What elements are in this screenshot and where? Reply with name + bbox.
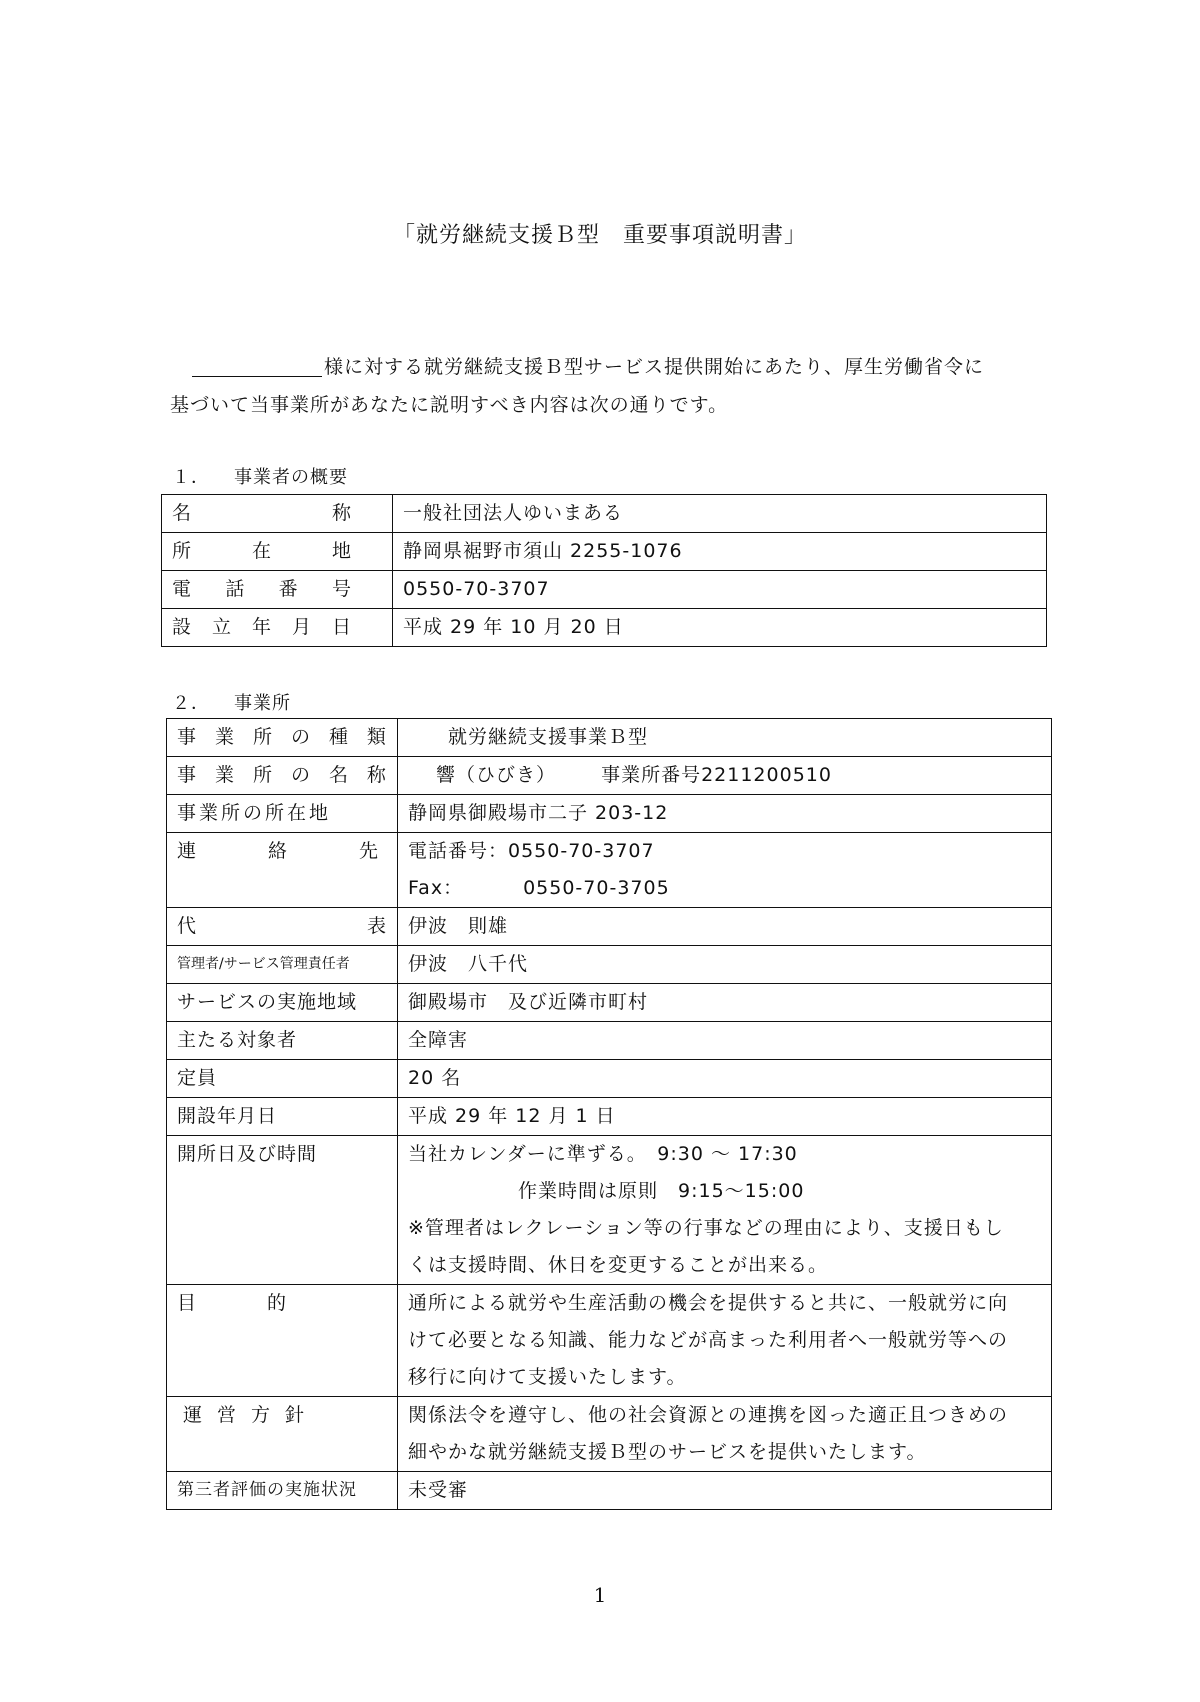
table-row [162,495,1047,533]
operator-address-value: 静岡県裾野市須山 2255-1076 [393,533,1047,571]
label-char: 方 [251,1404,272,1426]
row-label [162,571,393,609]
office-fax [408,870,1041,907]
page-number: 1 [593,1583,607,1607]
office-address-value: 静岡県御殿場市二子 203-12 [398,795,1052,833]
label-char: 事 [177,764,198,786]
label-char: 種 [328,726,349,748]
label-char: 月 [291,616,312,638]
label-char: 的 [267,1292,288,1314]
section-2-heading [172,689,291,715]
table-row [167,1285,1052,1397]
row-label: 主たる対象者 [167,1022,398,1060]
opening-date-value: 平成 29 年 12 月 1 日 [398,1098,1052,1136]
office-type-value [398,719,1052,757]
label-char: 年 [251,616,272,638]
label-char: 業 [214,726,235,748]
row-label [162,609,393,647]
label-char: の [290,726,311,748]
purpose-line: けて必要となる知識、能力などが高まった利用者へ一般就労等への [408,1329,1009,1351]
label-char: 先 [358,840,379,862]
section-1-title: 事業者の概要 [234,467,348,488]
hours-line: ※管理者はレクレーション等の行事などの理由により、支援日もし [408,1217,1004,1239]
purpose-line: 移行に向けて支援いたします。 [408,1366,687,1388]
row-label [162,495,393,533]
table-row [167,946,1052,984]
table-row [167,1060,1052,1098]
row-label: サービスの実施地域 [167,984,398,1022]
label-char: 所 [252,726,273,748]
section-1-heading [172,463,348,489]
operator-overview-table [161,494,1047,647]
fax-number: 0550-70-3705 [523,877,670,899]
label-char: 絡 [267,840,288,862]
label-char: 地 [331,540,352,562]
label-char: 名 [172,502,193,524]
work-hours-text: 作業時間は原則 9:15～15:00 [518,1180,805,1202]
row-label: 開設年月日 [167,1098,398,1136]
label-char: 称 [331,502,352,524]
table-row [167,719,1052,757]
representative-value: 伊波 則雄 [398,908,1052,946]
row-label: 事業所の所在地 [167,795,398,833]
label-char: 表 [366,915,387,937]
office-name-value [398,757,1052,795]
manager-value: 伊波 八千代 [398,946,1052,984]
purpose-value [398,1285,1052,1397]
office-name-text: 響（ひびき） [436,764,557,786]
row-label [167,719,398,757]
label-char: 針 [285,1404,306,1426]
label-char: 称 [366,764,387,786]
label-char: 話 [225,578,246,600]
table-row [167,1136,1052,1285]
row-label: 第三者評価の実施状況 [167,1472,398,1510]
table-row [167,833,1052,908]
label-char: 業 [214,764,235,786]
table-row [167,1022,1052,1060]
office-number-label: 事業所番号 [601,764,702,786]
evaluation-value: 未受審 [398,1472,1052,1510]
label-char: 代 [177,915,198,937]
operator-name-value: 一般社団法人ゆいまある [393,495,1047,533]
label-char: 号 [331,578,352,600]
table-row [167,795,1052,833]
policy-line: 細やかな就労継続支援Ｂ型のサービスを提供いたします。 [408,1441,927,1463]
policy-value [398,1397,1052,1472]
hours-line: 当社カレンダーに準ずる。 9:30 ～ 17:30 [408,1143,798,1165]
section-2-title: 事業所 [234,693,291,714]
row-label: 定員 [167,1060,398,1098]
opening-hours-value [398,1136,1052,1285]
table-row [162,609,1047,647]
purpose-line: 通所による就労や生産活動の機会を提供すると共に、一般就労に向 [408,1292,1009,1314]
row-label [167,1285,398,1397]
label-char: 目 [177,1292,198,1314]
label-char: 立 [211,616,232,638]
label-char: 所 [172,540,193,562]
operator-phone-value: 0550-70-3707 [393,571,1047,609]
capacity-value: 20 名 [398,1060,1052,1098]
row-label [167,833,398,908]
operator-founded-value: 平成 29 年 10 月 20 日 [393,609,1047,647]
service-area-value: 御殿場市 及び近隣市町村 [398,984,1052,1022]
label-char: 所 [252,764,273,786]
table-row [167,908,1052,946]
row-label [167,908,398,946]
table-row [167,984,1052,1022]
table-row [167,1472,1052,1510]
table-row [167,757,1052,795]
label-char: 設 [172,616,193,638]
office-contact-value [398,833,1052,908]
intro-line-1 [170,348,1050,386]
label-char: 連 [177,840,198,862]
table-row [162,533,1047,571]
row-label [162,533,393,571]
office-table [166,718,1052,1510]
document-title: 「就労継続支援Ｂ型 重要事項説明書」 [392,223,807,248]
label-char: の [290,764,311,786]
label-char: 電 [172,578,193,600]
row-label: 開所日及び時間 [167,1136,398,1285]
row-label [167,1397,398,1472]
intro-line-2: 基づいて当事業所があなたに説明すべき内容は次の通りです。 [170,394,729,416]
section-2-number: ２． [172,693,210,714]
label-char: 名 [328,764,349,786]
hours-line [408,1173,1041,1210]
office-phone: 電話番号：0550-70-3707 [408,840,655,862]
hours-line: くは支援時間、休日を変更することが出来る。 [408,1254,829,1276]
target-users-value: 全障害 [398,1022,1052,1060]
label-char: 運 [183,1404,204,1426]
fax-label: Fax： [408,877,464,899]
label-char: 日 [331,616,352,638]
office-number: 2211200510 [701,764,832,786]
name-blank-line [192,354,322,377]
row-label: 管理者/サービス管理責任者 [167,946,398,984]
table-row [167,1098,1052,1136]
table-row [162,571,1047,609]
row-label [167,757,398,795]
policy-line: 関係法令を遵守し、他の社会資源との連携を図った適正且つきめの [408,1404,1009,1426]
label-char: 番 [278,578,299,600]
label-char: 在 [251,540,272,562]
intro-text-1: 様に対する就労継続支援Ｂ型サービス提供開始にあたり、厚生労働省令に [324,356,985,378]
table-row [167,1397,1052,1472]
office-type-text: 就労継続支援事業Ｂ型 [448,726,649,748]
label-char: 類 [366,726,387,748]
section-1-number: １． [172,467,210,488]
label-char: 営 [217,1404,238,1426]
label-char: 事 [177,726,198,748]
